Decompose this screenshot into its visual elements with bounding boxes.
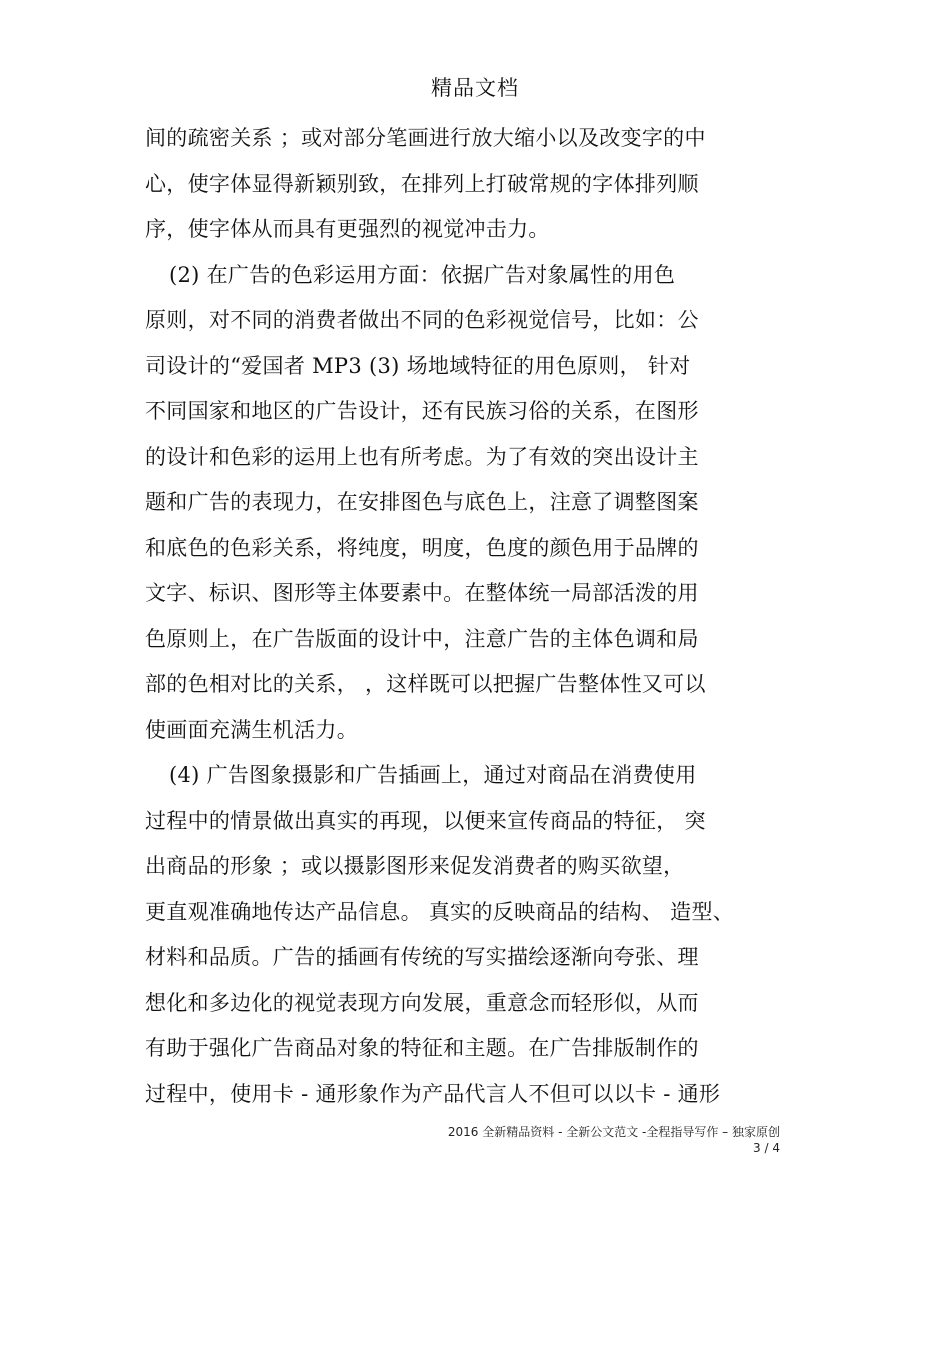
text-line: (2) 在广告的色彩运用方面：依据广告对象属性的用色 — [169, 262, 676, 287]
text-line: 出商品的形象 ；或以摄影图形来促发消费者的购买欲望， — [145, 854, 685, 878]
text-line: 和底色的色彩关系，将纯度，明度，色度的颜色用于品牌的 — [145, 535, 699, 560]
text-line: 材料和品质。广告的插画有传统的写实描绘逐渐向夸张、理 — [145, 945, 699, 969]
text-line: 色原则上，在广告版面的设计中，注意广告的主体色调和局 — [145, 626, 699, 651]
page-number: 3 / 4 — [753, 1141, 780, 1155]
text-line: 过程中，使用卡 - 通形象作为产品代言人不但可以以卡 - 通形 — [145, 1081, 721, 1106]
text-line: 题和广告的表现力，在安排图色与底色上，注意了调整图案 — [145, 490, 699, 514]
text-line: 过程中的情景做出真实的再现，以便来宣传商品的特征， 突 — [145, 808, 706, 833]
text-line: 更直观准确地传达产品信息。 真实的反映商品的结构、 造型、 — [145, 899, 735, 924]
text-line: 不同国家和地区的广告设计，还有民族习俗的关系，在图形 — [145, 399, 699, 423]
page-footer — [0, 1124, 780, 1156]
text-line: 间的疏密关系 ；或对部分笔画进行放大缩小以及改变字的中 — [145, 126, 706, 150]
footer-text: 2016 全新精品资料 - 全新公文范文 -全程指导写作 – 独家原创 — [447, 1125, 780, 1139]
text-line: 的设计和色彩的运用上也有所考虑。为了有效的突出设计主 — [145, 444, 699, 469]
text-line: (4) 广告图象摄影和广告插画上，通过对商品在消费使用 — [169, 763, 697, 787]
text-line: 心，使字体显得新颖别致，在排列上打破常规的字体排列顺 — [145, 171, 699, 196]
text-line: 想化和多边化的视觉表现方向发展，重意念而轻形似，从而 — [145, 990, 699, 1015]
text-line: 文字、标识、图形等主体要素中。在整体统一局部活泼的用 — [145, 581, 699, 605]
page-header-title: 精品文档 — [431, 76, 519, 100]
text-line: 司设计的“爱国者 MP3 (3) 场地域特征的用色原则， 针对 — [145, 353, 691, 378]
document-body — [145, 118, 845, 1119]
text-line: 原则，对不同的消费者做出不同的色彩视觉信号，比如：公 — [145, 308, 699, 332]
text-line: 有助于强化广告商品对象的特征和主题。在广告排版制作的 — [145, 1036, 699, 1060]
text-line: 序，使字体从而具有更强烈的视觉冲击力。 — [145, 217, 550, 241]
text-line: 部的色相对比的关系， ，这样既可以把握广告整体性又可以 — [145, 672, 706, 696]
text-line: 使画面充满生机活力。 — [145, 717, 358, 742]
